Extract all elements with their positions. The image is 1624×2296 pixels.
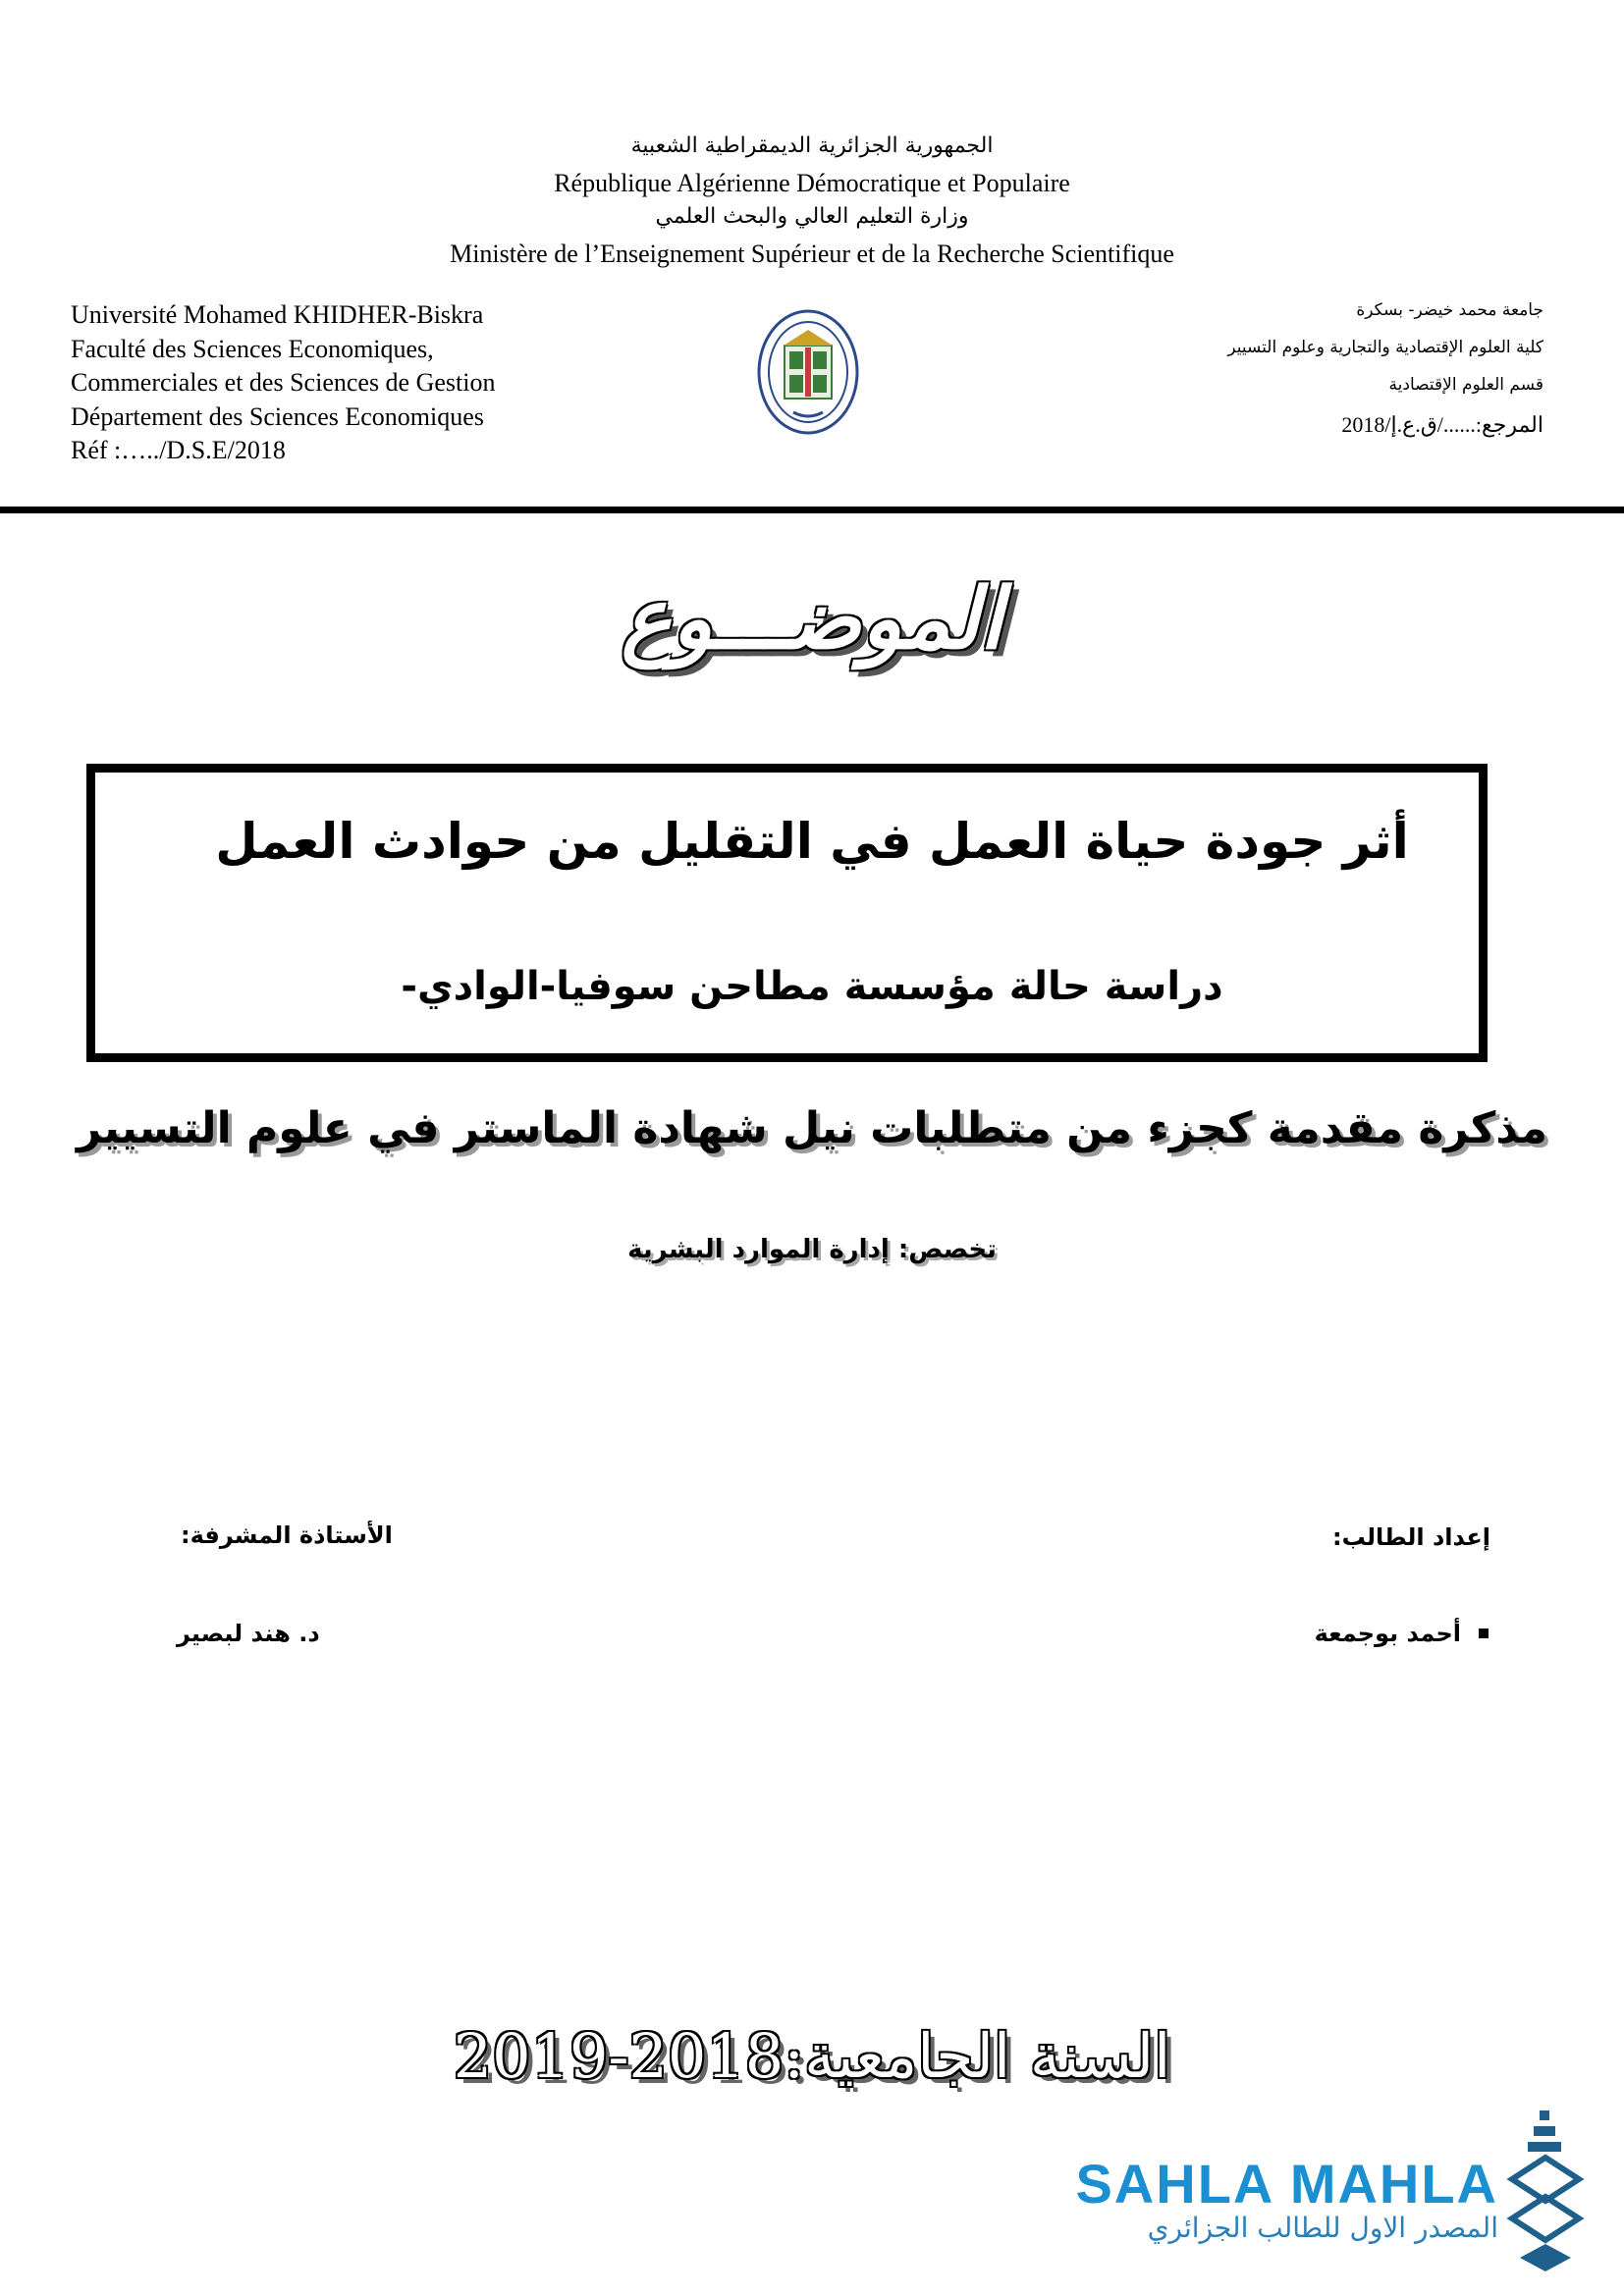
reference-fr: Réf :…../D.S.E/2018	[71, 436, 286, 464]
student-name: أحمد بوجمعة	[1314, 1620, 1461, 1647]
specialty: تخصص: إدارة الموارد البشرية	[627, 1235, 997, 1264]
supervisor-label: الأستاذة المشرفة:	[181, 1522, 393, 1549]
brand-logo-icon	[1500, 2110, 1591, 2281]
faculty-name-fr-cont: Commerciales et des Sciences de Gestion	[71, 368, 496, 397]
department-name-fr: Département des Sciences Economiques	[71, 401, 484, 431]
brand-tagline: المصدر الاول للطالب الجزائري	[1147, 2212, 1498, 2244]
university-name-fr: Université Mohamed KHIDHER-Biskra	[71, 300, 484, 329]
institution-block-ar	[1131, 300, 1543, 450]
header-divider	[0, 507, 1624, 513]
ministry-name-fr: Ministère de l’Enseignement Supérieur et de la Recherche Scientifique	[450, 240, 1174, 268]
memo-description: مذكرة مقدمة كجزء من متطلبات نيل شهادة الماستر في علوم التسيير	[77, 1103, 1547, 1153]
thesis-subtitle: دراسة حالة مؤسسة مطاحن سوفيا-الوادي-	[401, 964, 1223, 1009]
title-frame	[86, 764, 1488, 1062]
reference-ar: المرجع:....../ق.ع.إ/2018	[1341, 412, 1543, 437]
faculty-name-ar: كلية العلوم الإقتصادية والتجارية وعلوم التسيير	[1227, 338, 1543, 357]
university-name-ar: جامعة محمد خيضر- بسكرة	[1356, 300, 1543, 320]
republic-name-ar: الجمهورية الجزائرية الديمقراطية الشعبية	[630, 133, 994, 158]
thesis-title: أثر جودة حياة العمل في التقليل من حوادث العمل	[215, 813, 1409, 870]
department-name-ar: قسم العلوم الإقتصادية	[1388, 375, 1543, 395]
bullet-icon	[1479, 1629, 1489, 1638]
student-entry	[1315, 1620, 1489, 1647]
faculty-name-fr: Faculté des Sciences Economiques,	[71, 334, 434, 363]
brand-name: SAHLA MAHLA	[1075, 2153, 1498, 2215]
republic-name-fr: République Algérienne Démocratique et Populaire	[554, 169, 1070, 197]
student-label: إعداد الطالب:	[1331, 1523, 1490, 1551]
subject-heading: الموضـــوع	[621, 569, 1003, 668]
brand-watermark	[1075, 2152, 1498, 2244]
academic-year: السنة الجامعية:2018-2019	[453, 2020, 1171, 2092]
institution-block-fr	[71, 298, 495, 468]
university-logo	[754, 306, 862, 442]
ministry-name-ar: وزارة التعليم العالي والبحث العلمي	[655, 204, 969, 229]
supervisor-name: د. هند لبصير	[177, 1620, 320, 1647]
